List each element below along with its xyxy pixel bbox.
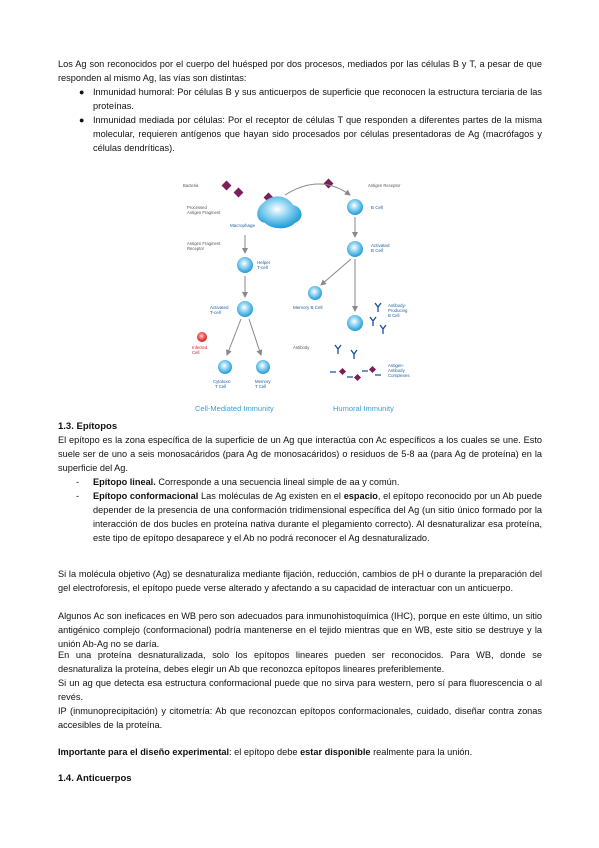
bullet-text: Inmunidad humoral: Por células B y sus anticuerpos de superficie que reconocen la estructura terciaria de las proteínas. xyxy=(93,87,542,111)
lineal-description: Corresponde a una secuencia lineal simple de aa y común. xyxy=(155,477,400,487)
bullet-text: Inmunidad mediada por células: Por el receptor de células T que responden a diferentes partes de la misma molecular, requieren antígenos que hayan sido procesados por células presentadoras de Ag (macrófagos y células dendríticas). xyxy=(93,115,542,153)
label-macrophage: Macrophage xyxy=(230,223,256,228)
label-antigen-fragment: Antigen Fragment xyxy=(187,210,221,215)
label-b-cell: B Cell xyxy=(371,205,384,210)
label-humoral-immunity: Humoral Immunity xyxy=(333,404,394,413)
conformacional-term: Epítopo conformacional xyxy=(93,491,199,501)
section-heading-epitopos: 1.3. Epítopos xyxy=(58,421,118,432)
label-antibody-producing: Antibody- xyxy=(388,303,407,308)
label-receptor: Receptor xyxy=(187,246,204,251)
bullet-item-cellular xyxy=(79,113,542,155)
macrophage-shape xyxy=(257,196,301,228)
important-note xyxy=(58,745,542,759)
lineal-term: Epítopo lineal. xyxy=(93,477,156,487)
label-activated-b-cell: B Cell xyxy=(371,248,384,253)
label-bacteria: Bacteria xyxy=(183,183,199,188)
label-antigen-receptor: Antigen Receptor xyxy=(368,183,401,188)
label-processed: Processed xyxy=(187,205,207,210)
label-memory-b: Memory B Cell xyxy=(293,305,323,310)
important-text-b: realmente para la unión. xyxy=(370,747,473,757)
label-cell: Cell xyxy=(192,350,200,355)
label-antigen-complex: Antigen- xyxy=(388,363,405,368)
infected-cell-icon xyxy=(197,332,207,342)
producing-b-cell-icon xyxy=(347,315,363,331)
label-activated-t: Activated xyxy=(210,305,229,310)
cytotoxic-t-cell-icon xyxy=(218,360,232,374)
b-cell-icon xyxy=(347,199,363,215)
important-text-a: : el epítopo debe xyxy=(229,747,301,757)
arrow-to-memory-b xyxy=(321,259,351,285)
activated-t-cell-icon xyxy=(237,301,253,317)
dash-marker: - xyxy=(76,491,80,501)
antigen-antibody-complexes xyxy=(330,366,381,381)
label-infected: Infected xyxy=(192,345,208,350)
conformacional-text-a: Las moléculas de Ag existen en el xyxy=(198,491,344,501)
dash-item-lineal xyxy=(76,475,542,489)
label-tcell: T-cell xyxy=(257,265,268,270)
dash-item-conformacional xyxy=(76,489,543,545)
memory-b-cell-icon xyxy=(308,286,322,300)
label-memory-tcell: T Cell xyxy=(255,384,267,389)
memory-t-cell-icon xyxy=(256,360,270,374)
label-cytotoxic: Cytotoxic xyxy=(213,379,231,384)
arrow-to-memory-t xyxy=(249,319,261,355)
antibody-icons xyxy=(335,303,386,359)
immunity-diagram xyxy=(175,175,425,420)
label-memory: Memory xyxy=(255,379,271,384)
label-producing-b-cell: B Cell xyxy=(388,313,400,318)
espacio-term: espacio xyxy=(343,491,378,501)
label-cytotoxic-tcell: T Cell xyxy=(215,384,227,389)
bullet-dot: ● xyxy=(79,87,85,97)
label-helper: Helper xyxy=(257,260,271,265)
label-producing: Producing xyxy=(388,308,408,313)
ip-cytometry-paragraph: IP (inmunoprecipitación) y citometría: Ab que reconozcan epítopos conformacionales, cuidado, diseñar contra zonas accesibles de la proteína. xyxy=(58,706,542,730)
wb-ihc-paragraph: Algunos Ac son ineficaces en WB pero son adecuados para inmunohistoquímica (IHC), porque en este último, un sitio antigénico complejo (conformacional) podría mantenerse en el tejido mientras que en WB, este sitio se destruye y la unión Ab-Ag no se daría. xyxy=(58,611,542,649)
linear-epitopes-paragraph: En una proteína desnaturalizada, solo los epítopos lineares pueden ser reconocidos. Para WB, donde se desnaturaliza la proteína, debes elegir un Ab que reconozca epítopos lineares preferiblemente. xyxy=(58,650,542,674)
epitope-definition-paragraph: El epítopo es la zona específica de la superficie de un Ag que interactúa con Ac específicos a los cuales se une. Esto suele ser de uno a seis monosacáridos (para Ag de monosacáridos) o residuos de 5-8 aa (para Ag de proteína) en la superficie del Ag. xyxy=(58,435,542,473)
conformacional-text-b: , el epítopo reconocido por un Ab puede depender de la presencia de una conformación tridimensional específica del Ag (un sitio único formado por la interacción de dos bucles en proteína nativa durante el plegamiento correcto). Al desnaturalizar esa proteína, este tipo de epítopo desaparece y el Ab no podrá reconocer el Ag desnaturalizado. xyxy=(93,491,543,543)
activated-b-cell-icon xyxy=(347,241,363,257)
label-activated-b: Activated xyxy=(371,243,390,248)
helper-t-cell-icon xyxy=(237,257,253,273)
denaturation-paragraph: Si la molécula objetivo (Ag) se desnaturaliza mediante fijación, reducción, cambios de pH o durante la preparación del gel electroforesis, el epítopo puede verse alterado y afectando a su capacidad de interactuar con un anticuerpo. xyxy=(58,569,542,593)
label-complexes: Complexes xyxy=(388,373,410,378)
bullet-item-humoral xyxy=(79,85,542,113)
western-paragraph: Si un ag que detecta esa estructura conformacional puede que no sirva para western, pero sí para fluorescencia o al revés. xyxy=(58,678,542,702)
important-label: Importante para el diseño experimental xyxy=(58,747,230,757)
label-cell-mediated-immunity: Cell-Mediated Immunity xyxy=(195,404,274,413)
label-antibody-complex: Antibody xyxy=(388,368,405,373)
label-fragment-receptor: Antigen Fragment xyxy=(187,241,221,246)
arrow-to-cytotoxic xyxy=(227,319,241,355)
arrow-to-bcell xyxy=(285,184,350,195)
label-antibody: Antibody xyxy=(293,345,310,350)
dash-marker: - xyxy=(76,477,80,487)
disponible-term: estar disponible xyxy=(300,747,371,757)
section-heading-anticuerpos: 1.4. Anticuerpos xyxy=(58,773,132,784)
intro-paragraph: Los Ag son reconocidos por el cuerpo del huésped por dos procesos, mediados por las células B y T, a pesar de que responden al mismo Ag, las vías son distintas: xyxy=(58,59,542,83)
label-activated-t-cell: T-cell xyxy=(210,310,221,315)
bullet-dot: ● xyxy=(79,115,85,125)
